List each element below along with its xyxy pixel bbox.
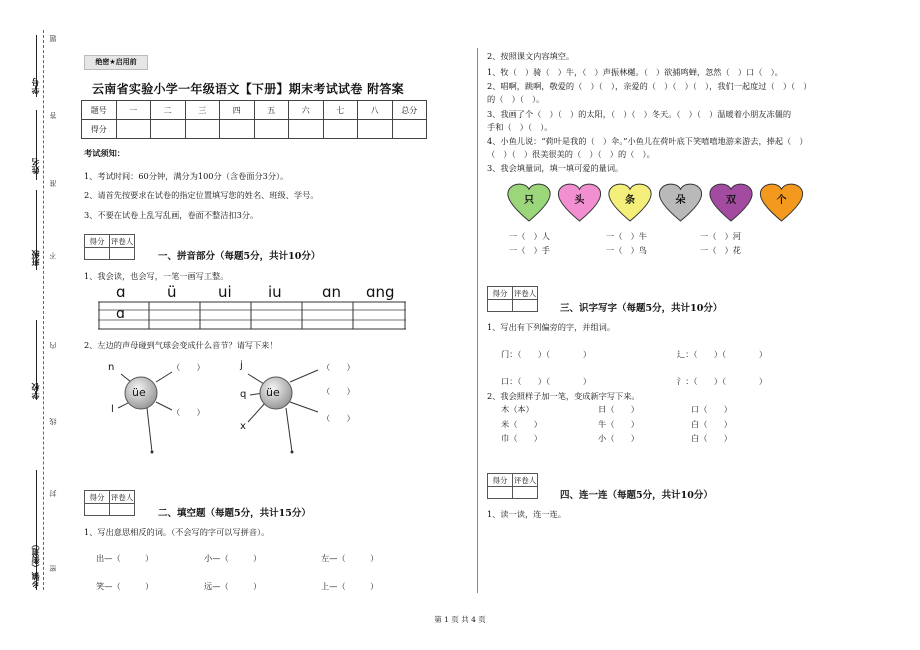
stroke-blank[interactable]: 口（ ） — [691, 404, 732, 414]
measure-blank[interactable]: 一（ ）河 — [700, 231, 741, 241]
cut-mark: 准 — [49, 180, 57, 187]
initial-letter: n — [108, 362, 115, 373]
label-town: 乡镇（街道） — [31, 540, 40, 588]
radical-blank[interactable]: 门：（ ）（ ） — [501, 349, 592, 359]
notice-heading: 考试须知： — [84, 148, 125, 158]
heart-card — [558, 184, 600, 221]
grader-box — [487, 473, 538, 499]
stroke-blank[interactable]: 小（ ） — [598, 433, 639, 443]
label-school: 学校 — [31, 383, 40, 399]
section-1-title: 一、拼音部分（每题5分，共计10分） — [158, 251, 321, 262]
grader-score-label: 得分 — [488, 474, 513, 487]
initial-letter: j — [240, 360, 243, 371]
score-cell[interactable] — [358, 120, 393, 139]
grader-name-label: 评卷人 — [513, 475, 537, 485]
score-table-score-row — [82, 120, 427, 139]
score-header-cell: 总分 — [392, 101, 427, 120]
score-cell[interactable] — [323, 120, 358, 139]
answer-blank[interactable]: （ ） — [172, 362, 205, 372]
stroke-blank[interactable]: 巾（ ） — [501, 433, 542, 443]
balloon-label: üe — [132, 386, 146, 399]
pinyin-item: ɑn — [322, 283, 342, 301]
heart-label: 只 — [524, 195, 534, 207]
score-header-cell: 四 — [220, 101, 255, 120]
initial-letter: x — [240, 421, 246, 432]
heart-card — [508, 184, 550, 221]
confidential-stamp: 绝密★启用前 — [84, 55, 148, 70]
measure-blank[interactable]: 一（ ）牛 — [606, 231, 647, 241]
pinyin-item: ɑng — [366, 283, 395, 301]
score-header-cell: 三 — [185, 101, 220, 120]
answer-blank[interactable]: （ ） — [322, 386, 355, 396]
question-text: 2、我会照样子加一笔，变成新字写下来。 — [487, 391, 640, 401]
fill-line[interactable]: 1、牧（ ）骑（ ）牛，（ ）声振林樾。（ ）欲捕鸣蝉，忽然（ ）口（ ）。 — [487, 67, 783, 77]
heart-card — [609, 184, 651, 221]
score-header-cell: 二 — [151, 101, 186, 120]
cut-mark: 封 — [49, 490, 57, 497]
measure-blank[interactable]: 一（ ）手 — [509, 245, 550, 255]
antonym-blank[interactable]: 出—（ ） — [96, 553, 154, 563]
grader-score-cell[interactable] — [488, 300, 513, 312]
binding-line — [43, 30, 44, 590]
cut-mark: 不 — [49, 252, 57, 259]
heart-label: 条 — [625, 195, 635, 207]
fill-line[interactable]: 2、唱啊，跳啊，敬爱的（ ）（ ），亲爱的（ ）（ ）（ ），我们一起度过（ ）（ ） — [487, 81, 812, 91]
section-2-title: 二、填空题（每题5分，共计15分） — [158, 508, 311, 519]
stroke-blank[interactable]: 米（ ） — [501, 419, 542, 429]
score-cell[interactable] — [185, 120, 220, 139]
grader-name-cell[interactable] — [110, 504, 135, 516]
grader-score-cell[interactable] — [488, 487, 513, 499]
stroke-blank[interactable]: 牛（ ） — [598, 419, 639, 429]
pinyin-item: ü — [167, 283, 177, 301]
page-title: 云南省实验小学一年级语文【下册】期末考试试卷 附答案 — [92, 82, 404, 96]
pinyin-item: ɑ — [116, 283, 126, 301]
column-divider — [477, 48, 478, 593]
pinyin-item: iu — [268, 283, 282, 301]
fill-line[interactable]: （ ）（ ）很美很美的（ ）（ ）的（ ）。 — [487, 149, 655, 159]
antonym-blank[interactable]: 左—（ ） — [321, 553, 379, 563]
heart-label: 个 — [776, 195, 787, 207]
measure-blank[interactable]: 一（ ）人 — [509, 231, 550, 241]
stroke-blank[interactable]: 白（ ） — [691, 419, 732, 429]
score-table — [81, 100, 427, 139]
score-cell[interactable] — [220, 120, 255, 139]
measure-blank[interactable]: 一（ ）鸟 — [606, 245, 647, 255]
grader-box — [487, 286, 538, 312]
grader-name-label: 评卷人 — [513, 288, 537, 298]
pinyin-written-sample: ɑ — [116, 306, 125, 322]
grader-name-label: 评卷人 — [110, 492, 134, 502]
cut-mark: 内 — [49, 342, 57, 349]
antonym-blank[interactable]: 上—（ ） — [321, 581, 379, 591]
cut-mark: 密 — [49, 565, 57, 572]
stroke-blank[interactable]: 木（本） — [501, 404, 534, 414]
score-cell[interactable] — [151, 120, 186, 139]
grader-box — [84, 234, 135, 260]
stroke-blank[interactable]: 日（ ） — [598, 404, 639, 414]
answer-blank[interactable]: （ ） — [172, 407, 205, 417]
answer-blank[interactable]: （ ） — [322, 362, 355, 372]
label-class: 班级 — [31, 250, 40, 266]
grader-score-label: 得分 — [85, 491, 110, 504]
score-header-cell: 七 — [323, 101, 358, 120]
score-row-label: 得分 — [82, 120, 117, 139]
question-text: 1、写出有下列偏旁的字，并组词。 — [487, 322, 616, 332]
question-text: 2、按照课文内容填空。 — [487, 51, 575, 61]
pinyin-writing-grid[interactable] — [98, 301, 408, 331]
question-text: 1、读一读，连一连。 — [487, 509, 566, 519]
stroke-blank[interactable]: 白（ ） — [691, 433, 732, 443]
pinyin-item: ui — [218, 283, 232, 301]
answer-blank[interactable]: （ ） — [322, 413, 355, 423]
initial-letter: q — [240, 389, 247, 400]
initial-letter: l — [111, 404, 114, 415]
balloon-diagram-right — [240, 360, 350, 455]
notice-item: 2、请首先按要求在试卷的指定位置填写您的姓名、班级、学号。 — [84, 190, 319, 200]
grader-score-label: 得分 — [488, 287, 513, 300]
fill-line[interactable]: 4、小鱼儿说：“荷叶是我的（ ）伞。”小鱼儿在荷叶底下笑嘻嘻地游来游去，捧起（ ） — [487, 136, 808, 146]
heart-label: 朵 — [675, 195, 686, 207]
grader-name-label: 评卷人 — [110, 236, 134, 246]
cut-mark: 线 — [49, 418, 57, 425]
score-cell[interactable] — [392, 120, 427, 139]
cut-mark: 答 — [49, 112, 57, 119]
score-cell[interactable] — [116, 120, 151, 139]
page-footer: 第 1 页 共 4 页 — [434, 615, 486, 624]
score-header-cell: 一 — [116, 101, 151, 120]
section-3-title: 三、识字写字（每题5分，共计10分） — [560, 303, 723, 314]
antonym-blank[interactable]: 小—（ ） — [204, 553, 262, 563]
score-header-cell: 六 — [289, 101, 324, 120]
score-cell[interactable] — [254, 120, 289, 139]
cut-mark: 题 — [49, 35, 57, 42]
score-header-cell: 八 — [358, 101, 393, 120]
antonym-blank[interactable]: 远—（ ） — [204, 581, 262, 591]
question-text: 1、写出意思相反的词。（不会写的字可以写拼音）。 — [84, 527, 270, 537]
measure-blank[interactable]: 一（ ）花 — [700, 245, 741, 255]
score-header-cell: 五 — [254, 101, 289, 120]
score-cell[interactable] — [289, 120, 324, 139]
heart-card — [659, 184, 701, 221]
radical-blank[interactable]: 辶：（ ）（ ） — [677, 349, 768, 359]
question-text: 2、左边的声母碰到气球会变成什么音节？请写下来！ — [84, 340, 278, 350]
grader-score-cell[interactable] — [85, 248, 110, 260]
heart-card — [760, 184, 802, 221]
grader-name-cell[interactable] — [110, 248, 135, 260]
section-4-title: 四、连一连（每题5分，共计10分） — [560, 490, 713, 501]
fill-line[interactable]: 3、我画了个（ ）（ ）的太阳，（ ）（ ）冬天。（ ）（ ）温暖着小朋友冻僵的 — [487, 109, 792, 119]
grader-score-cell[interactable] — [85, 504, 110, 516]
label-student-id: 学号 — [31, 78, 40, 94]
fill-line[interactable]: 手和（ ）（ ）。 — [487, 122, 553, 132]
question-text: 3、我会填量词，填一填可爱的量词。 — [487, 163, 624, 173]
grader-name-cell[interactable] — [513, 487, 538, 499]
notice-item: 1、考试时间：60分钟，满分为100分（含卷面分3分）。 — [84, 171, 289, 181]
heart-row — [505, 180, 815, 225]
notice-item: 3、不要在试卷上乱写乱画，卷面不整洁扣3分。 — [84, 210, 259, 220]
grader-score-label: 得分 — [85, 235, 110, 248]
heart-label: 头 — [574, 195, 585, 207]
heart-label: 双 — [726, 195, 736, 207]
heart-card — [710, 184, 752, 221]
radical-blank[interactable]: 口：（ ）（ ） — [501, 376, 592, 386]
radical-blank[interactable]: 氵：（ ）（ ） — [677, 376, 768, 386]
balloon-label: üe — [266, 386, 280, 399]
score-table-header-row — [82, 101, 427, 120]
antonym-blank[interactable]: 笑—（ ） — [96, 581, 154, 591]
grader-name-cell[interactable] — [513, 300, 538, 312]
score-header-cell: 题号 — [82, 101, 117, 120]
fill-line[interactable]: 的（ ）（ ）。 — [487, 94, 545, 104]
question-text: 1、我会读，也会写，一笔一画写工整。 — [84, 271, 229, 281]
label-name: 姓名 — [31, 158, 40, 174]
grader-box — [84, 490, 135, 516]
